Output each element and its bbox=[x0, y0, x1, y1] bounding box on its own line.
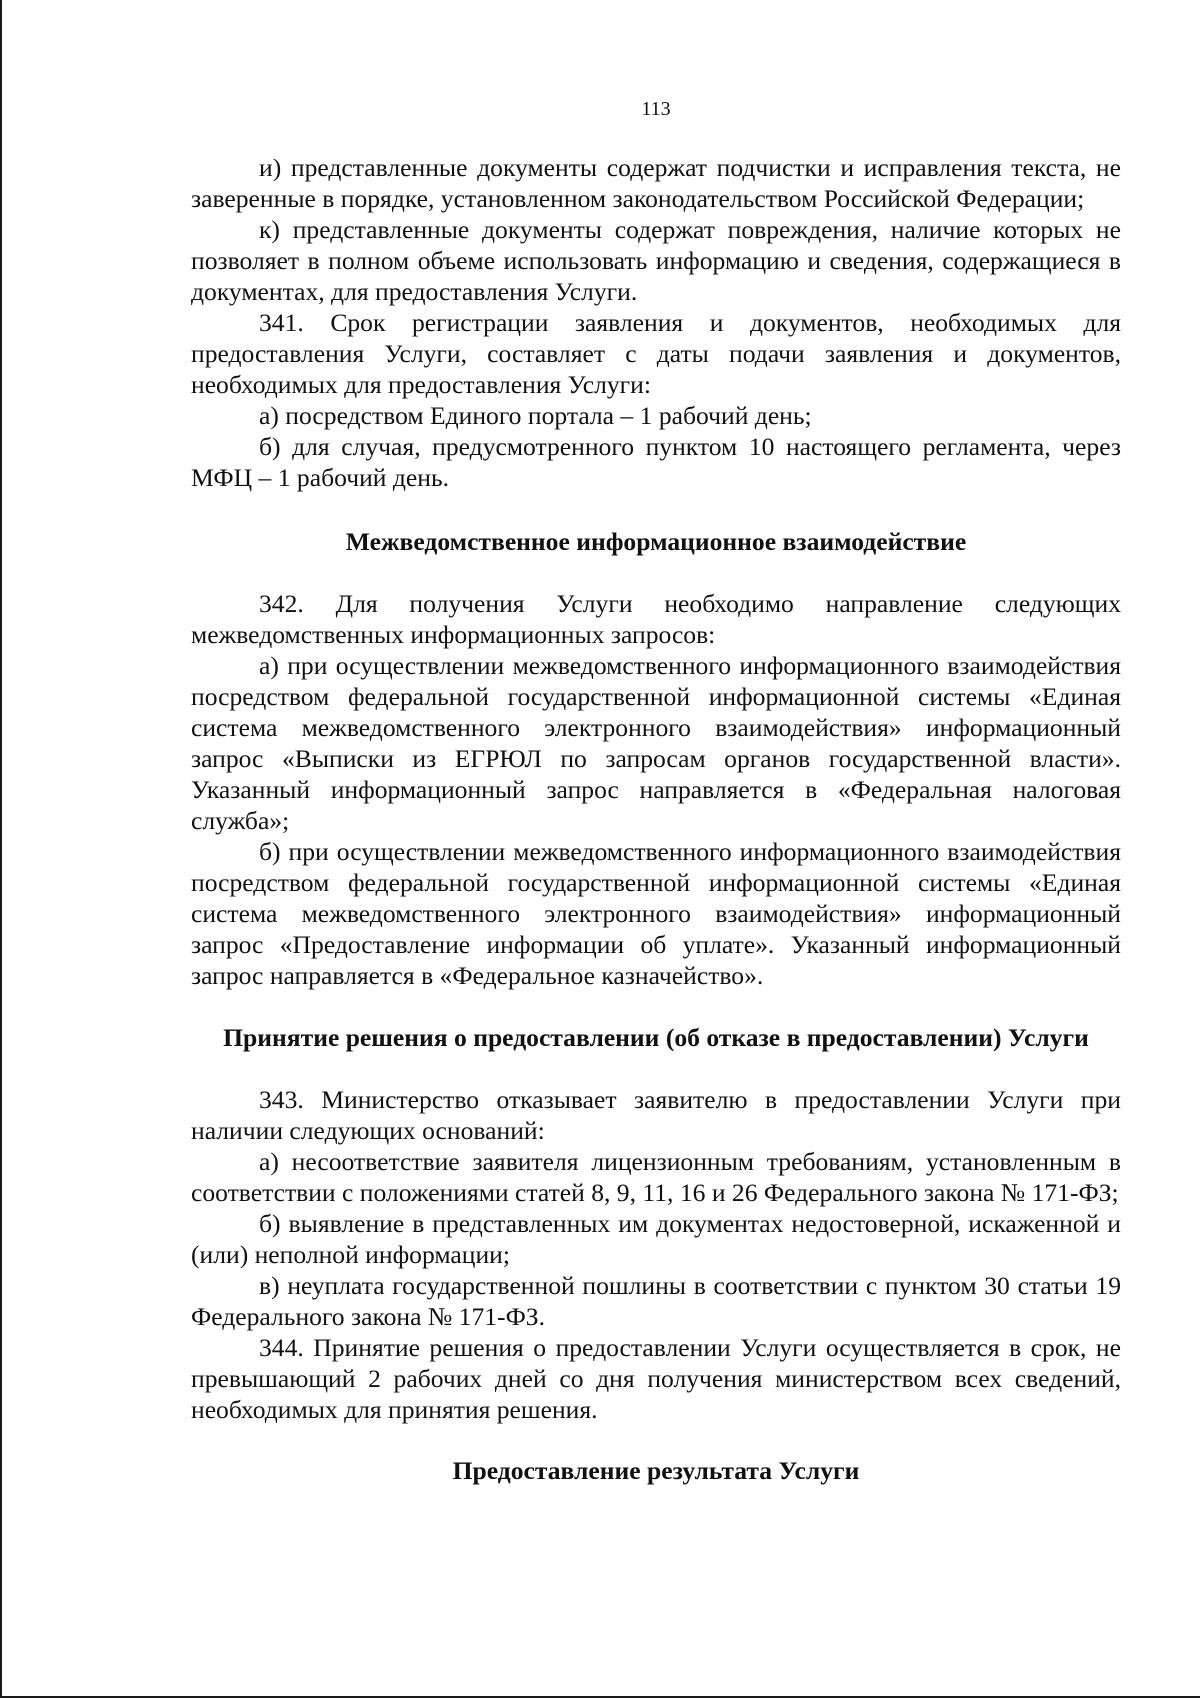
paragraph-341-b: б) для случая, предусмотренного пунктом 10 настоящего регламента, через МФЦ – 1 рабочий день. bbox=[191, 432, 1121, 492]
paragraph-342-b: б) при осуществлении межведомственного информационного взаимодействия посредством федеральной государственной информационной системы «Единая система межведомственного электронного взаимодействия» информационный запрос «Предоставление информации об уплате». Указанный информационный запрос направляется в «Федеральное казначейство». bbox=[191, 837, 1121, 990]
paragraph-i: и) представленные документы содержат подчистки и исправления текста, не заверенные в порядке, установленном законодательством Российской Федерации; bbox=[191, 153, 1121, 213]
paragraph-343: 343. Министерство отказывает заявителю в предоставлении Услуги при наличии следующих оснований: bbox=[191, 1085, 1121, 1145]
section-heading-interagency: Межведомственное информационное взаимодействие bbox=[345, 527, 967, 556]
paragraph-k: к) представленные документы содержат повреждения, наличие которых не позволяет в полном объеме использовать информацию и сведения, содержащиеся в документах, для предоставления Услуги. bbox=[191, 215, 1121, 306]
paragraph-341-a: а) посредством Единого портала – 1 рабочий день; bbox=[259, 401, 812, 430]
paragraph-342-a: а) при осуществлении межведомственного информационного взаимодействия посредством федеральной государственной информационной системы «Единая система межведомственного электронного взаимодействия» информационный запрос «Выписки из ЕГРЮЛ по запросам органов государственной власти». Указанный информационный запрос направляется в «Федеральная налоговая служба»; bbox=[191, 651, 1121, 835]
paragraph-344: 344. Принятие решения о предоставлении Услуги осуществляется в срок, не превышающий 2 рабочих дней со дня получения министерством всех сведений, необходимых для принятия решения. bbox=[191, 1333, 1121, 1424]
section-heading-result: Предоставление результата Услуги bbox=[452, 1456, 860, 1485]
paragraph-342: 342. Для получения Услуги необходимо направление следующих межведомственных информационных запросов: bbox=[191, 589, 1121, 649]
paragraph-341: 341. Срок регистрации заявления и документов, необходимых для предоставления Услуги, составляет с даты подачи заявления и документов, необходимых для предоставления Услуги: bbox=[191, 308, 1121, 399]
paragraph-343-a: а) несоответствие заявителя лицензионным требованиям, установленным в соответствии с положениями статей 8, 9, 11, 16 и 26 Федерального закона № 171-ФЗ; bbox=[191, 1147, 1121, 1207]
paragraph-343-v: в) неуплата государственной пошлины в соответствии с пунктом 30 статьи 19 Федерального закона № 171-ФЗ. bbox=[191, 1271, 1121, 1331]
section-heading-decision: Принятие решения о предоставлении (об отказе в предоставлении) Услуги bbox=[223, 1023, 1089, 1052]
document-body bbox=[191, 152, 1121, 1486]
page-number: 113 bbox=[641, 98, 671, 120]
paragraph-343-b: б) выявление в представленных им документах недостоверной, искаженной и (или) неполной информации; bbox=[191, 1209, 1121, 1269]
